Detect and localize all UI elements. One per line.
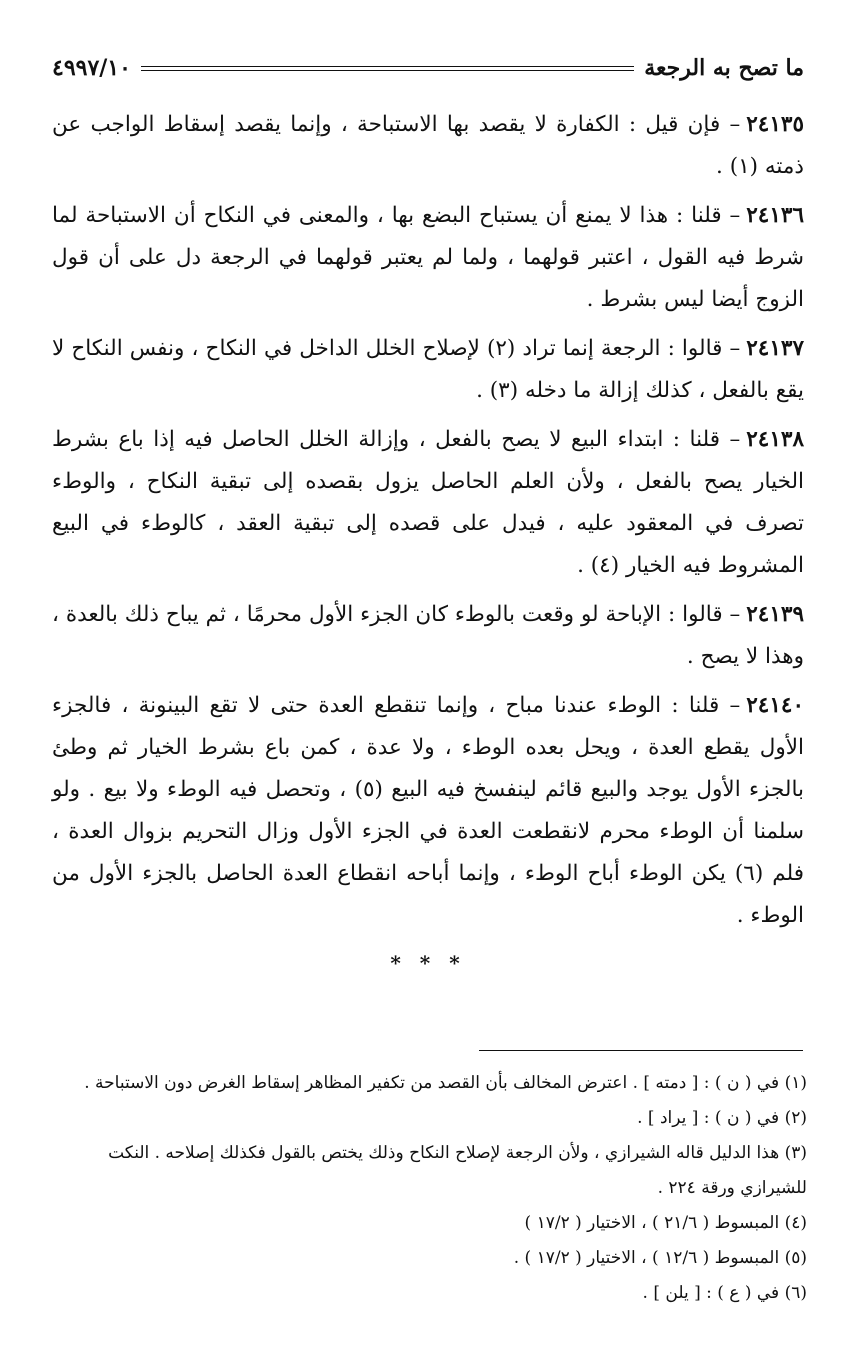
paragraph-number: ٢٤١٣٦ <box>746 203 804 228</box>
footnotes <box>52 1066 807 1311</box>
paragraph-24135 <box>52 104 804 188</box>
paragraph-text: – قلنا : ابتداء البيع لا يصح بالفعل ، وإزالة الخلل الحاصل فيه إذا باع بشرط الخيار يصح بالفعل ، ولأن العلم الحاصل يزول بقصده إلى تبقية النكاح ، والوطء تصرف في المعقود عليه ، فيدل على قصده إلى تبقية العقد ، كالوطء في البيع المشروط فيه الخيار (٤) . <box>52 427 804 578</box>
paragraph-24139 <box>52 594 804 678</box>
paragraph-24140 <box>52 685 804 937</box>
footnote-4: (٤) المبسوط ( ٢١/٦ ) ، الاختيار ( ١٧/٢ ) <box>524 1213 807 1233</box>
running-title: ما تصح به الرجعة <box>644 55 804 81</box>
paragraph-text: – قلنا : الوطء عندنا مباح ، وإنما تنقطع العدة حتى لا تقع البينونة ، فالجزء الأول يقطع العدة ، ويحل بعده الوطء ، ولا عدة ، كمن باع بشرط الخيار ثم وطئ بالجزء الأول يوجد والبيع قائم لينفسخ فيه البيع (٥) ، وتحصل فيه الوطء ولا بيع . ولو سلمنا أن الوطء محرم لانقطعت العدة في الجزء الأول وزال التحريم بزوال العدة ، فلم (٦) يكن الوطء أباح الوطء ، وإنما أباحه انقطاع العدة الحاصل بالجزء الأول من الوطء . <box>52 693 804 928</box>
paragraph-text: – فإن قيل : الكفارة لا يقصد بها الاستباحة ، وإنما يقصد إسقاط الواجب عن ذمته (١) . <box>52 112 804 179</box>
section-separator: * * * <box>390 951 466 975</box>
paragraph-number: ٢٤١٣٥ <box>746 112 804 137</box>
paragraph-text: – قالوا : الرجعة إنما تراد (٢) لإصلاح الخلل الداخل في النكاح ، ونفس النكاح لا يقع بالفعل ، كذلك إزالة ما دخله (٣) . <box>52 336 804 403</box>
footnote-3: (٣) هذا الدليل قاله الشيرازي ، ولأن الرجعة لإصلاح النكاح وذلك يختص بالقول فكذلك إصلاحه . النكت للشيرازي ورقة ٢٢٤ . <box>108 1143 807 1198</box>
paragraph-text: – قلنا : هذا لا يمنع أن يستباح البضع بها ، والمعنى في النكاح أن الاستباحة لما شرط فيه القول ، اعتبر قولهما ، ولما لم يعتبر قولهما في الرجعة دل على أن قول الزوج أيضا ليس بشرط . <box>52 203 804 312</box>
footnote-1: (١) في ( ن ) : [ دمته ] . اعترض المخالف بأن القصد من تكفير المظاهر إسقاط الغرض دون الاستباحة . <box>84 1073 807 1093</box>
running-header <box>52 40 804 96</box>
paragraph-number: ٢٤١٣٩ <box>746 602 804 627</box>
footnote-5: (٥) المبسوط ( ١٢/٦ ) ، الاختيار ( ١٧/٢ ) . <box>513 1248 807 1268</box>
footnote-rule <box>479 1050 803 1051</box>
paragraph-number: ٢٤١٣٧ <box>746 336 804 361</box>
paragraph-24138 <box>52 419 804 587</box>
paragraph-text: – قالوا : الإباحة لو وقعت بالوطء كان الجزء الأول محرمًا ، ثم يباح ذلك بالعدة ، وهذا لا يصح . <box>52 602 804 669</box>
paragraph-number: ٢٤١٤٠ <box>746 693 804 718</box>
paragraph-24136 <box>52 195 804 321</box>
footnote-2: (٢) في ( ن ) : [ يراد ] . <box>637 1108 807 1128</box>
footnote-6: (٦) في ( ع ) : [ يلن ] . <box>642 1283 807 1303</box>
body-text <box>52 104 804 975</box>
page <box>52 40 804 975</box>
header-double-rule <box>141 66 634 71</box>
paragraph-24137 <box>52 328 804 412</box>
paragraph-number: ٢٤١٣٨ <box>746 427 804 452</box>
page-reference: ٤٩٩٧/١٠ <box>52 55 131 81</box>
